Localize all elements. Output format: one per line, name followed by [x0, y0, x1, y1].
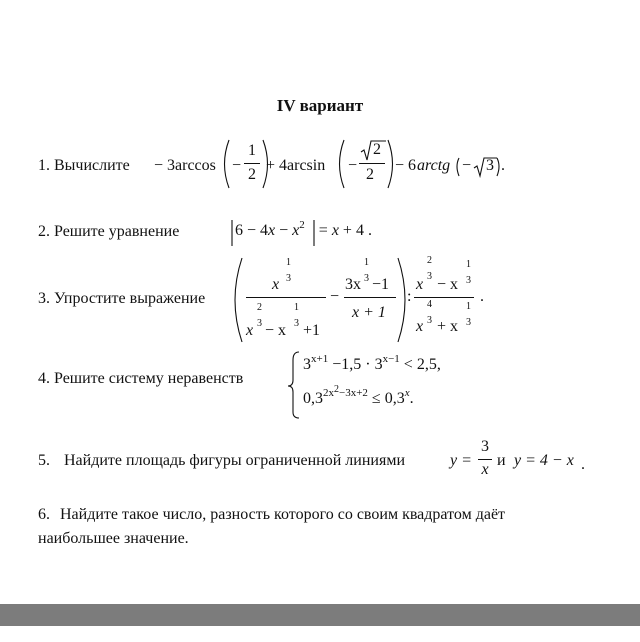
- task-text: Вычислите: [54, 157, 130, 174]
- sqrt-radicand: 3: [486, 157, 494, 174]
- exp-den: 3: [286, 273, 291, 284]
- fraction-numerator: 1: [248, 142, 256, 159]
- left-paren: [340, 140, 345, 188]
- task-text: Решите уравнение: [54, 223, 180, 240]
- sqrt-sign: [474, 158, 497, 176]
- numerator-term: − x: [437, 276, 459, 293]
- fraction-denominator: 2: [248, 166, 256, 183]
- left-paren: [225, 140, 230, 188]
- exp-den: 3: [427, 315, 432, 326]
- numerator-x: x: [416, 276, 424, 293]
- minus-sign: −: [462, 157, 472, 174]
- exp-num: 1: [466, 259, 471, 270]
- arctg-function: arctg: [417, 157, 451, 174]
- task-text: Найдите площадь фигуры ограниченной линиями: [64, 452, 406, 469]
- fraction-denominator: x: [481, 461, 489, 478]
- arccos-term: − 3arccos: [154, 157, 216, 174]
- denominator: x + 1: [352, 304, 386, 321]
- arcsin-term: + 4arcsin: [266, 157, 326, 174]
- exp-num: 4: [427, 299, 432, 310]
- exp-num: 1: [286, 257, 291, 268]
- minus-sign: −: [348, 157, 358, 174]
- exp-num: 1: [364, 257, 369, 268]
- left-paren: [457, 158, 459, 176]
- denominator-x: x: [246, 322, 254, 339]
- task-text: Решите систему неравенств: [54, 370, 244, 387]
- exp-num: 2: [257, 302, 262, 313]
- arctg-coefficient: − 6: [395, 157, 417, 174]
- exp-den: 3: [466, 275, 471, 286]
- exp-num: 2: [427, 255, 432, 266]
- task-number: 4.: [38, 370, 50, 387]
- task-text: Упростите выражение: [54, 290, 206, 307]
- task-number: 3.: [38, 290, 50, 307]
- period: .: [581, 456, 585, 473]
- task-6-text-line2: наибольшее значение.: [38, 530, 189, 547]
- inequality-2: $0,3^{2x2-3x+2} \le 0,3^x$.: [303, 384, 414, 407]
- denominator-x: x: [416, 318, 424, 335]
- function-y2: y = 4 − x: [514, 452, 574, 469]
- equation: $6 - 4x - x^2 = x + 4$ .: [235, 219, 372, 239]
- exp-den: 3: [257, 318, 262, 329]
- exp-num: 1: [294, 302, 299, 313]
- system-brace: [288, 352, 299, 418]
- exp-den: 3: [364, 273, 369, 284]
- minus-sign: −: [330, 288, 340, 305]
- task-number: 6.: [38, 506, 50, 523]
- conjunction: и: [497, 452, 506, 469]
- task-number: 5.: [38, 452, 50, 469]
- fraction-numerator: 3: [481, 438, 489, 455]
- function-y1: y =: [450, 452, 472, 469]
- left-paren: [235, 258, 242, 342]
- division-sign: :: [407, 288, 412, 305]
- numerator-x: x: [272, 276, 280, 293]
- task-number: 2.: [38, 223, 50, 240]
- right-paren: [263, 140, 268, 188]
- exp-den: 3: [294, 318, 299, 329]
- numerator-term: 3x: [345, 276, 361, 293]
- sqrt-radicand: 2: [373, 141, 381, 158]
- numerator-term: −1: [372, 276, 390, 293]
- inequality-1: $3^{x+1} -1,5 \cdot 3^{x-1} < 2,5$,: [303, 353, 441, 373]
- right-paren: [398, 258, 405, 342]
- task-text: Найдите такое число, разность которого со своим квадратом даёт: [60, 506, 506, 523]
- period: .: [501, 157, 505, 174]
- right-paren: [497, 158, 499, 176]
- period: .: [480, 288, 484, 305]
- sqrt-sign: [361, 141, 386, 160]
- right-paren: [388, 140, 393, 188]
- footer-bar: [0, 604, 640, 626]
- exp-den: 3: [466, 317, 471, 328]
- page-title: IV вариант: [276, 96, 364, 115]
- denominator-term: + x: [437, 318, 459, 335]
- task-number: 1.: [38, 157, 50, 174]
- exp-num: 1: [466, 301, 471, 312]
- denominator-term: +1: [303, 322, 321, 339]
- exp-den: 3: [427, 271, 432, 282]
- fraction-denominator: 2: [366, 166, 374, 183]
- minus-sign: −: [232, 157, 242, 174]
- denominator-term: − x: [265, 322, 287, 339]
